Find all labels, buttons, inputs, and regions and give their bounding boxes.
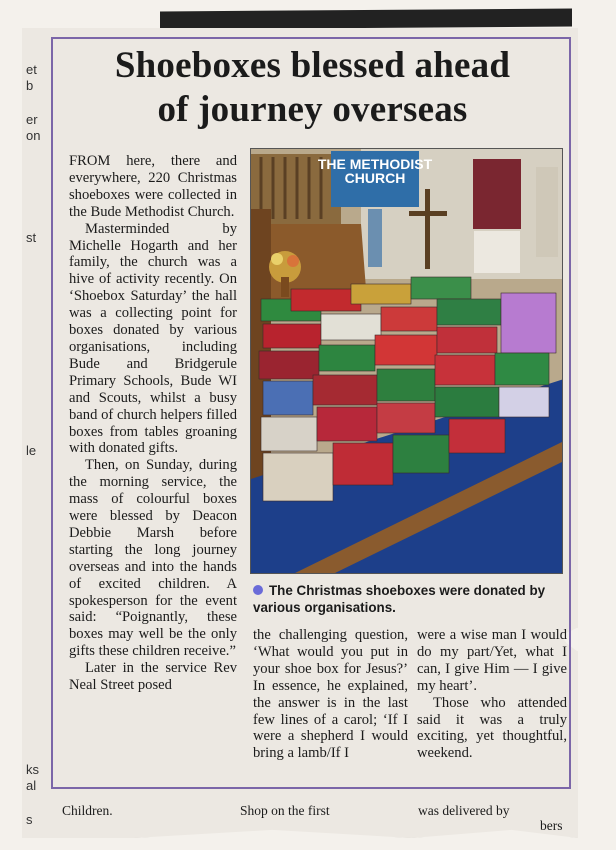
article-photo (250, 148, 563, 574)
margin-fragment: st (26, 230, 37, 245)
paragraph: Then, on Sunday, during the morning service, the mass of colourful boxes were blessed by Deacon Debbie Marsh before starting the long journey overseas and into the hands of excited children. A spokesperson for the event said: “Poignantly, these boxes may well be the only gifts these children receive.” (69, 457, 237, 660)
next-article-fragment: bers (540, 818, 563, 833)
headline-line-2: of journey overseas (157, 89, 468, 130)
margin-fragment: al (26, 778, 37, 793)
margin-fragment: on (26, 128, 41, 143)
svg-text:CHURCH: CHURCH (344, 170, 406, 186)
next-article-fragment: was delivered by (418, 803, 510, 818)
margin-fragment: le (26, 443, 37, 458)
left-margin-fragments (24, 40, 46, 827)
paragraph: the challenging question, ‘What would you put in your shoe box for Jesus?’ In essence, he explained, the answer is in the last few lines of a carol; ‘If I were a shepherd I would bring a lamb/If I (253, 627, 408, 762)
article-column-2 (253, 627, 408, 762)
paragraph: Masterminded by Michelle Hogarth and her family, the church was a hive of activity recently. On ‘Shoebox Saturday’ the hall was a collecting point for boxes donated by various organisations, including Bude and Bridgerule Primary Schools, Bude WI and Scouts, whilst a busy band of church helpers filled boxes from tables groaning with donated gifts. (69, 220, 237, 457)
church-sign-text: THE METHODIST (317, 156, 433, 172)
headline (60, 44, 565, 132)
paragraph: FROM here, there and everywhere, 220 Christmas shoeboxes were collected in the Bude Methodist Church. (69, 153, 237, 220)
caption-text: The Christmas shoeboxes were donated by various organisations. (253, 583, 546, 615)
adjacent-clipping-strip (160, 9, 572, 30)
paragraph: Later in the service Rev Neal Street posed (69, 660, 237, 694)
next-article-fragment: Children. (62, 803, 113, 818)
photo-illustration (251, 149, 563, 574)
paragraph: were a wise man I would do my part/Yet, what I can, I give Him — I give my heart’. (417, 627, 567, 694)
next-article-fragment: Shop on the first (240, 803, 330, 818)
article-column-1 (69, 153, 237, 694)
photo-caption (253, 582, 569, 616)
article-column-3 (417, 627, 567, 762)
margin-fragment: b (26, 78, 34, 93)
margin-fragment: et (26, 62, 37, 77)
margin-fragment: ks (26, 762, 39, 777)
margin-fragment: s (26, 812, 33, 827)
margin-fragment: er (26, 112, 38, 127)
paragraph: Those who attended said it was a truly exciting, yet thoughtful, weekend. (417, 694, 567, 762)
bullet-icon (253, 585, 263, 595)
headline-line-1: Shoeboxes blessed ahead (114, 45, 511, 86)
